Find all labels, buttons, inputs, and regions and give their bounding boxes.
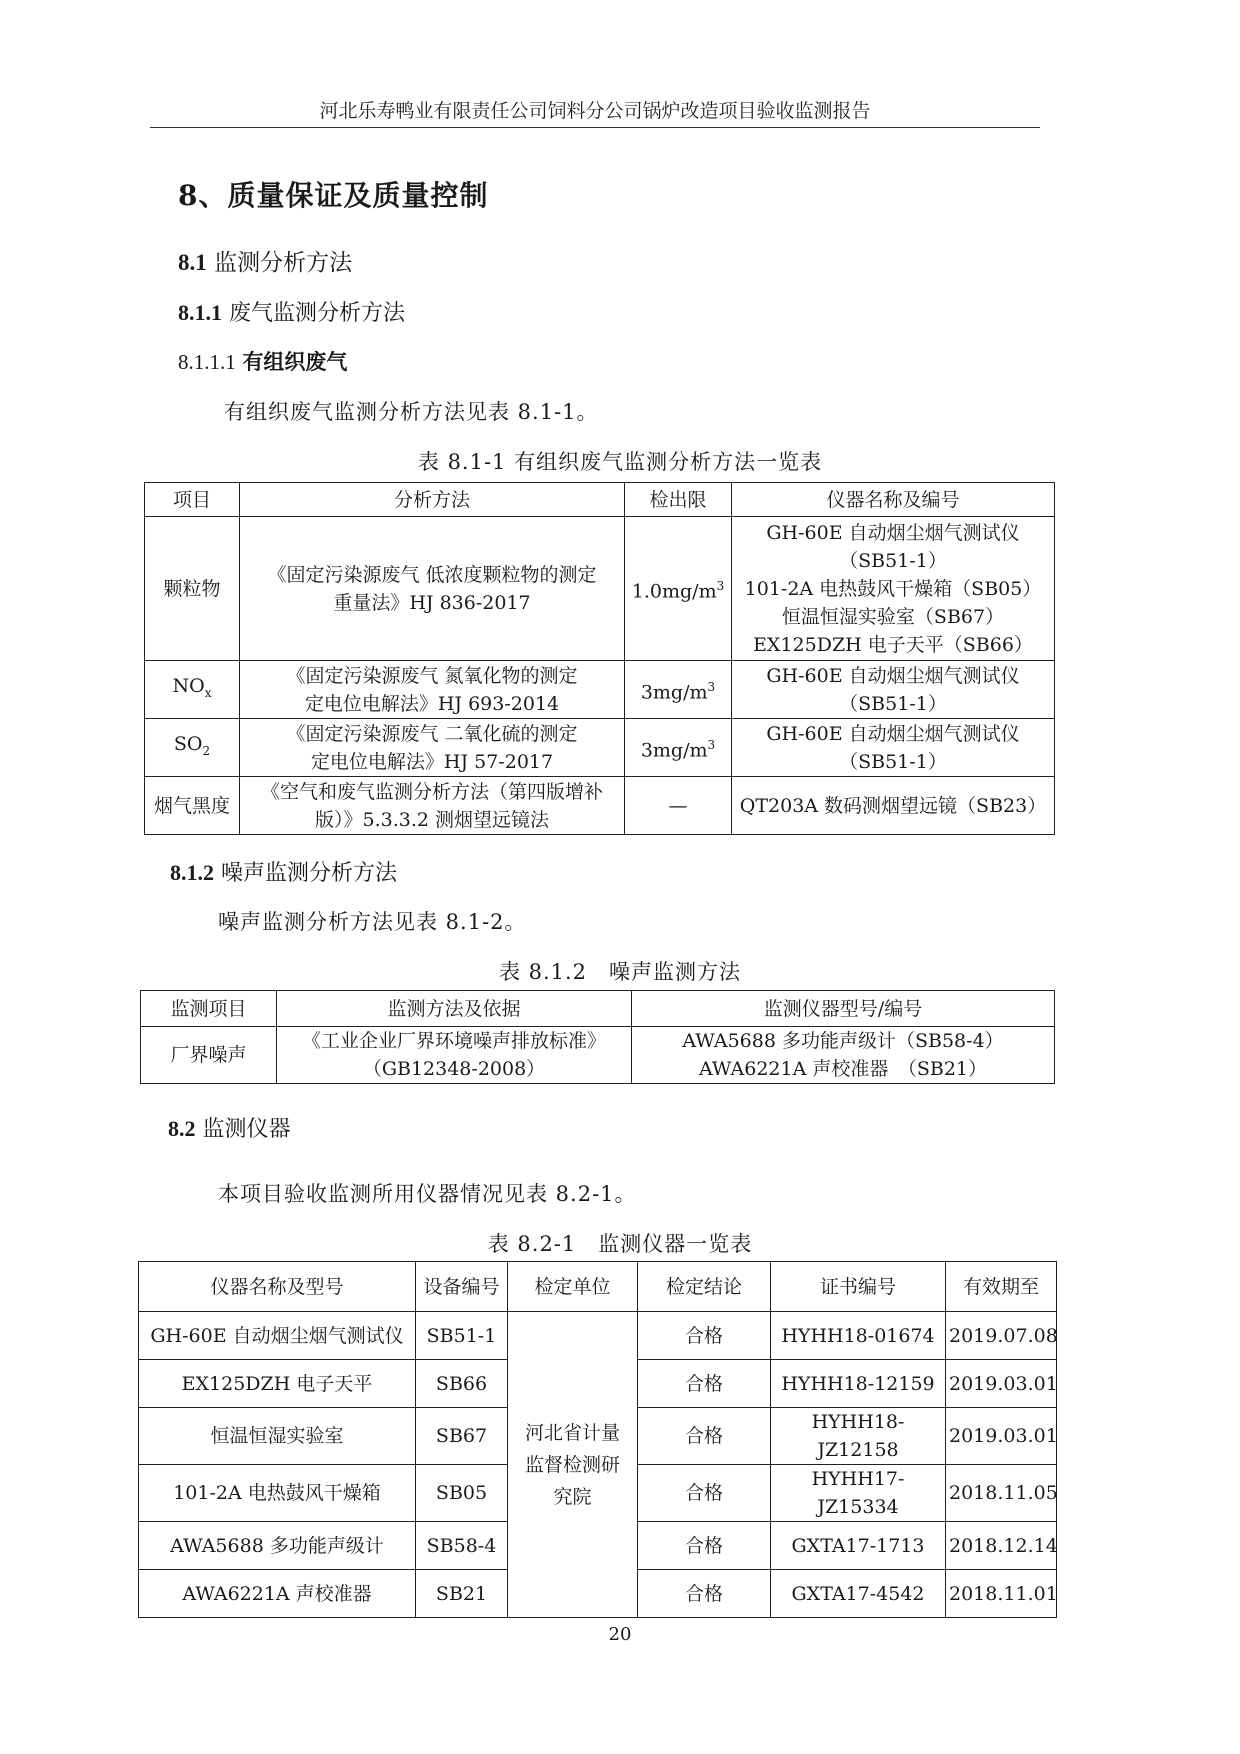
header-instrument: 监测仪器型号/编号 xyxy=(632,991,1055,1027)
row-cert: GXTA17-1713 xyxy=(771,1522,946,1570)
header-rule xyxy=(150,127,1040,128)
header-method: 分析方法 xyxy=(240,483,625,517)
row-instrument xyxy=(732,719,1055,777)
instrument-line: （SB51-1） xyxy=(839,750,947,773)
section-8-1-1-heading xyxy=(178,296,405,327)
row-result: 合格 xyxy=(638,1360,771,1408)
header-unit: 检定单位 xyxy=(508,1262,638,1312)
method-line: 《空气和废气监测分析方法（第四版增补 xyxy=(260,780,603,803)
method-line: 重量法》HJ 836-2017 xyxy=(333,591,531,614)
header-cert: 证书编号 xyxy=(771,1262,946,1312)
row-cert: GXTA17-4542 xyxy=(771,1570,946,1618)
table-8-1-1 xyxy=(144,482,1055,835)
row-method xyxy=(240,661,625,719)
limit-value: 1.0mg/m xyxy=(631,580,717,603)
row-result: 合格 xyxy=(638,1465,771,1522)
method-line: 《固定污染源废气 二氧化硫的测定 xyxy=(286,722,578,745)
row-unit xyxy=(508,1312,638,1618)
row-code: SB05 xyxy=(416,1465,508,1522)
row-limit xyxy=(625,517,732,661)
table-header-row xyxy=(145,483,1055,517)
table-row xyxy=(145,661,1055,719)
intro-paragraph-8-2: 本项目验收监测所用仪器情况见表 8.2-1。 xyxy=(218,1182,637,1206)
row-name: GH-60E 自动烟尘烟气测试仪 xyxy=(139,1312,416,1360)
intro-paragraph-8-1-1: 有组织废气监测分析方法见表 8.1-1。 xyxy=(224,400,599,424)
header-limit: 检出限 xyxy=(625,483,732,517)
table-8-2-1 xyxy=(138,1261,1057,1618)
table-8-1-1-caption: 表 8.1-1 有组织废气监测分析方法一览表 xyxy=(417,450,823,474)
row-limit xyxy=(625,719,732,777)
row-expiry: 2019.07.08 xyxy=(946,1312,1057,1360)
unit-line: 监督检测研 xyxy=(524,1453,620,1476)
row-cert: HYHH17-JZ15334 xyxy=(771,1465,946,1522)
table-header-row xyxy=(141,991,1055,1027)
header-item: 监测项目 xyxy=(141,991,277,1027)
instrument-line: EX125DZH 电子天平（SB66） xyxy=(753,633,1033,656)
header-code: 设备编号 xyxy=(416,1262,508,1312)
section-8-1-1-1-heading xyxy=(178,346,347,376)
row-item: 厂界噪声 xyxy=(141,1027,277,1084)
row-cert: HYHH18-12159 xyxy=(771,1360,946,1408)
page-number: 20 xyxy=(608,1624,632,1645)
method-line: 《固定污染源废气 低浓度颗粒物的测定 xyxy=(267,563,597,586)
instrument-line: AWA5688 多功能声级计（SB58-4） xyxy=(682,1030,1004,1052)
header-expiry: 有效期至 xyxy=(946,1262,1057,1312)
item-base: NO xyxy=(172,675,205,698)
row-name: 恒温恒湿实验室 xyxy=(139,1408,416,1465)
row-name: AWA5688 多功能声级计 xyxy=(139,1522,416,1570)
section-8-2-heading xyxy=(168,1112,291,1143)
row-code: SB67 xyxy=(416,1408,508,1465)
row-method xyxy=(240,719,625,777)
header-item: 项目 xyxy=(145,483,240,517)
row-instrument: QT203A 数码测烟望远镜（SB23） xyxy=(732,777,1055,835)
row-expiry: 2018.11.05 xyxy=(946,1465,1057,1522)
row-name: AWA6221A 声校准器 xyxy=(139,1570,416,1618)
limit-exponent: 3 xyxy=(707,737,716,752)
instrument-line: 101-2A 电热鼓风干燥箱（SB05） xyxy=(744,577,1042,600)
row-method xyxy=(240,777,625,835)
row-method xyxy=(277,1027,632,1084)
table-row xyxy=(145,517,1055,661)
row-expiry: 2018.12.14 xyxy=(946,1522,1057,1570)
section-number: 8.1.1.1 xyxy=(178,350,236,374)
row-item xyxy=(145,719,240,777)
header-instrument: 仪器名称及编号 xyxy=(732,483,1055,517)
row-instrument xyxy=(732,661,1055,719)
row-expiry: 2018.11.01 xyxy=(946,1570,1057,1618)
limit-value: 3mg/m xyxy=(640,681,708,704)
section-title: 监测分析方法 xyxy=(214,250,353,276)
section-title: 监测仪器 xyxy=(202,1117,291,1142)
instrument-line: GH-60E 自动烟尘烟气测试仪 xyxy=(766,664,1020,687)
row-limit: — xyxy=(625,777,732,835)
limit-value: 3mg/m xyxy=(640,739,708,762)
limit-exponent: 3 xyxy=(716,578,725,593)
section-number: 8.2 xyxy=(168,1116,196,1141)
limit-exponent: 3 xyxy=(707,679,716,694)
section-8-1-2-heading xyxy=(170,856,397,887)
item-subscript: 2 xyxy=(202,743,211,758)
row-code: SB58-4 xyxy=(416,1522,508,1570)
row-item xyxy=(145,661,240,719)
instrument-line: 恒温恒湿实验室（SB67） xyxy=(781,605,1005,628)
section-8-heading: 8、质量保证及质量控制 xyxy=(178,179,489,212)
method-line: 定电位电解法》HJ 57-2017 xyxy=(310,750,554,773)
header-name: 仪器名称及型号 xyxy=(139,1262,416,1312)
row-expiry: 2019.03.01 xyxy=(946,1360,1057,1408)
method-line: 《工业企业厂界环境噪声排放标准》 xyxy=(301,1030,606,1052)
row-method xyxy=(240,517,625,661)
method-line: 定电位电解法》HJ 693-2014 xyxy=(304,692,560,715)
row-cert: HYHH18-JZ12158 xyxy=(771,1408,946,1465)
table-8-2-1-caption: 表 8.2-1 监测仪器一览表 xyxy=(487,1232,753,1256)
table-8-1-2-caption: 表 8.1.2 噪声监测方法 xyxy=(498,960,742,984)
section-number: 8.1 xyxy=(178,250,207,275)
row-code: SB21 xyxy=(416,1570,508,1618)
item-base: SO xyxy=(173,733,203,756)
row-item: 烟气黑度 xyxy=(145,777,240,835)
instrument-line: GH-60E 自动烟尘烟气测试仪 xyxy=(766,722,1020,745)
running-header: 河北乐寿鸭业有限责任公司饲料分公司锅炉改造项目验收监测报告 xyxy=(319,100,871,122)
row-code: SB66 xyxy=(416,1360,508,1408)
row-instrument xyxy=(732,517,1055,661)
section-number: 8.1.1 xyxy=(178,300,222,325)
row-name: 101-2A 电热鼓风干燥箱 xyxy=(139,1465,416,1522)
row-name: EX125DZH 电子天平 xyxy=(139,1360,416,1408)
table-8-1-2 xyxy=(140,990,1055,1084)
section-number: 8.1.2 xyxy=(170,860,214,885)
row-result: 合格 xyxy=(638,1570,771,1618)
section-title: 废气监测分析方法 xyxy=(229,301,406,326)
unit-line: 究院 xyxy=(553,1485,592,1508)
row-item: 颗粒物 xyxy=(145,517,240,661)
section-title: 噪声监测分析方法 xyxy=(221,861,398,886)
row-instrument xyxy=(632,1027,1055,1084)
row-expiry: 2019.03.01 xyxy=(946,1408,1057,1465)
instrument-line: （SB51-1） xyxy=(839,692,947,715)
unit-line: 河北省计量 xyxy=(524,1421,620,1444)
header-result: 检定结论 xyxy=(638,1262,771,1312)
row-result: 合格 xyxy=(638,1522,771,1570)
table-row xyxy=(145,777,1055,835)
row-result: 合格 xyxy=(638,1312,771,1360)
table-row xyxy=(145,719,1055,777)
method-line: （GB12348-2008） xyxy=(362,1058,546,1080)
section-title: 有组织废气 xyxy=(242,349,348,374)
table-row xyxy=(141,1027,1055,1084)
intro-paragraph-8-1-2: 噪声监测分析方法见表 8.1-2。 xyxy=(218,910,527,934)
row-limit xyxy=(625,661,732,719)
instrument-line: GH-60E 自动烟尘烟气测试仪 xyxy=(766,521,1020,544)
table-header-row xyxy=(139,1262,1057,1312)
item-subscript: x xyxy=(204,685,212,700)
header-method: 监测方法及依据 xyxy=(277,991,632,1027)
section-8-1-heading xyxy=(178,244,352,277)
row-result: 合格 xyxy=(638,1408,771,1465)
row-cert: HYHH18-01674 xyxy=(771,1312,946,1360)
method-line: 《固定污染源废气 氮氧化物的测定 xyxy=(286,664,578,687)
table-row xyxy=(139,1312,1057,1360)
method-line: 版）》5.3.3.2 测烟望远镜法 xyxy=(314,808,549,831)
instrument-line: （SB51-1） xyxy=(839,549,947,572)
row-code: SB51-1 xyxy=(416,1312,508,1360)
instrument-line: AWA6221A 声校准器 （SB21） xyxy=(698,1058,988,1080)
